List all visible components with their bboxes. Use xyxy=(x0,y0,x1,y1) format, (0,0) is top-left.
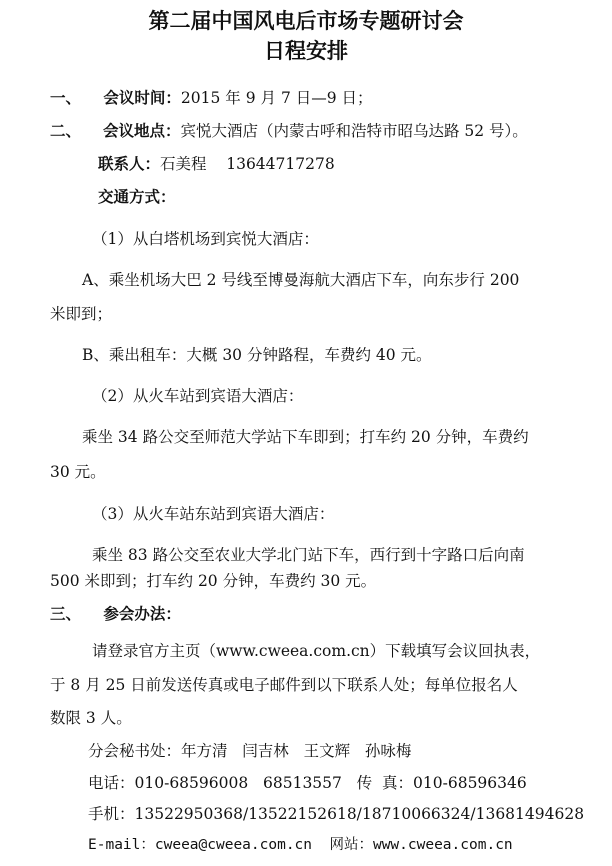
contact-line xyxy=(98,154,335,174)
traffic-label: 交通方式： xyxy=(98,187,176,206)
document-subtitle: 日程安排 xyxy=(264,38,348,63)
secretariat-line: 分会秘书处：年方清 闫吉林 王文辉 孙咏梅 xyxy=(88,742,412,760)
section-number: 二、 xyxy=(50,121,82,140)
route2-detail-cont: 30 元。 xyxy=(50,463,106,481)
section-time xyxy=(50,88,373,108)
route1-option-a: A、乘坐机场大巴 2 号线至博曼海航大酒店下车，向东步行 200 xyxy=(82,271,520,289)
contact-value: 石美程 13644717278 xyxy=(160,155,335,173)
section-number: 三、 xyxy=(50,604,82,623)
section-label: 参会办法： xyxy=(103,604,181,623)
registration-text-2: 于 8 月 25 日前发送传真或电子邮件到以下联系人处；每单位报名人 xyxy=(50,676,518,694)
registration-text-3: 数限 3 人。 xyxy=(50,709,132,727)
route2-detail: 乘坐 34 路公交至师范大学站下车即到；打车约 20 分钟，车费约 xyxy=(82,428,529,446)
section-registration xyxy=(50,604,181,624)
meeting-time-value: 2015 年 9 月 7 日—9 日； xyxy=(180,89,373,107)
section-label: 会议地点： xyxy=(102,121,181,140)
phone-line: 电话：010-68596008 68513557 传 真：010-68596346 xyxy=(88,774,527,792)
route3-title: （3）从火车站东站到宾语大酒店： xyxy=(92,505,335,523)
section-number: 一、 xyxy=(50,88,82,107)
section-label: 会议时间： xyxy=(103,88,181,107)
contact-label: 联系人： xyxy=(98,154,161,173)
route2-title: （2）从火车站到宾语大酒店： xyxy=(92,387,304,405)
document-title: 第二届中国风电后市场专题研讨会 xyxy=(148,8,464,33)
section-location xyxy=(50,121,528,141)
route3-detail: 乘坐 83 路公交至农业大学北门站下车，西行到十字路口后向南 xyxy=(92,546,525,564)
meeting-location-value: 宾悦大酒店（内蒙古呼和浩特市昭乌达路 52 号）。 xyxy=(180,122,528,140)
route1-title: （1）从白塔机场到宾悦大酒店： xyxy=(92,230,319,248)
email-website-line: E-mail：cweea@cweea.com.cn 网站：www.cweea.com.cn xyxy=(88,837,513,853)
mobile-line: 手机：13522950368/13522152618/18710066324/13681494628 xyxy=(88,805,585,823)
route1-option-b: B、乘出租车：大概 30 分钟路程，车费约 40 元。 xyxy=(82,346,432,364)
registration-text-1: 请登录官方主页（www.cweea.com.cn）下载填写会议回执表， xyxy=(92,642,541,660)
route1-option-a-cont: 米即到； xyxy=(50,305,113,323)
route3-detail-cont: 500 米即到；打车约 20 分钟，车费约 30 元。 xyxy=(50,572,377,590)
